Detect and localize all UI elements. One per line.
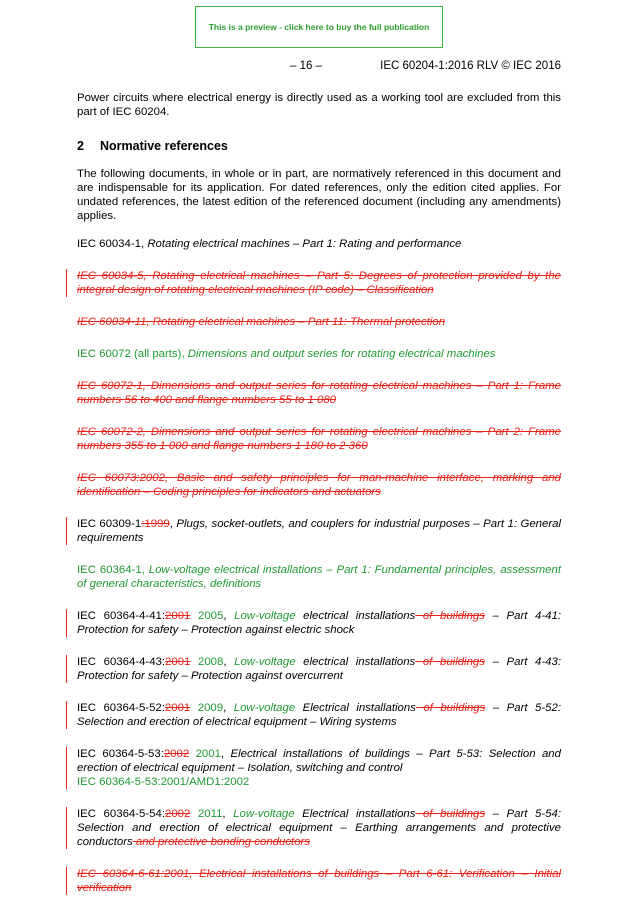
reference-iec-60072-1-deleted: IEC 60072-1, Dimensions and output series for rotating electrical machines – Part 1: Frame numbers 56 to 400 and flange numbers 55 to 1 080 [77,380,561,406]
reference-iec-60034-5-deleted: IEC 60034-5, Rotating electrical machines – Part 5: Degrees of protection provided by the integral design of rotating electrical machines (IP code) – Classification [77,269,561,297]
change-bar [66,517,67,545]
section-paragraph: The following documents, in whole or in part, are normatively referenced in this document and are indispensable for its application. For dated references, only the edition cited applies. For undated references, the latest edition of the referenced document (including any amendments) applies. [77,168,561,222]
section-number: 2 [77,139,84,153]
change-bar [66,655,67,683]
change-bar [66,747,67,789]
reference-iec-60072-inserted: IEC 60072 (all parts), Dimensions and output series for rotating electrical machines [77,348,496,360]
reference-iec-60073-deleted: IEC 60073:2002, Basic and safety principles for man-machine interface, marking and identification – Coding principles for indicators and actuators [77,472,561,498]
reference-iec-60034-11-deleted: IEC 60034-11, Rotating electrical machines – Part 11: Thermal protection [77,316,446,328]
change-bar [66,269,67,297]
reference-iec-60364-5-52: IEC 60364-5-52:2001 2009, Low-voltage Electrical installations of buildings – Part 5-52: Selection and erection of electrical equipment – Wiring systems [77,701,561,729]
reference-iec-60364-4-41: IEC 60364-4-41:2001 2005, Low-voltage electrical installations of buildings – Part 4-41: Protection for safety – Protection against electric shock [77,609,561,637]
change-bar [66,609,67,637]
reference-iec-60364-5-53: IEC 60364-5-53:2002 2001, Electrical installations of buildings – Part 5-53: Selection and erection of electrical equipment – Isolation, switching and control IEC 60364-5-53:2001/AMD1:2002 [77,747,561,789]
reference-iec-60072-2-deleted: IEC 60072-2, Dimensions and output series for rotating electrical machines – Part 2: Frame numbers 355 to 1 000 and flange numbers 1 180 to 2 360 [77,426,561,452]
page-header [290,60,561,72]
reference-iec-60364-1-inserted: IEC 60364-1, Low-voltage electrical installations – Part 1: Fundamental principles, assessment of general characteristics, definitions [77,564,561,590]
change-bar [66,867,67,895]
document-body [77,91,561,895]
amendment-reference: IEC 60364-5-53:2001/AMD1:2002 [77,776,250,788]
reference-iec-60364-6-61-deleted: IEC 60364-6-61:2001, Electrical installations of buildings – Part 6-61: Verification – Initial verification [77,867,561,895]
page-number: – 16 – [290,60,322,72]
reference-iec-60364-4-43: IEC 60364-4-43:2001 2008, Low-voltage electrical installations of buildings – Part 4-43: Protection for safety – Protection against overcurrent [77,655,561,683]
reference-iec-60309-1: IEC 60309-1:1999, Plugs, socket-outlets, and couplers for industrial purposes – Part 1: General requirements [77,517,561,545]
reference-iec-60364-5-54: IEC 60364-5-54:2002 2011, Low-voltage Electrical installations of buildings – Part 5-54: Selection and erection of electrical equipment – Earthing arrangements and protective conductors and protective bonding conductors [77,807,561,849]
section-heading [77,139,561,153]
change-bar [66,701,67,729]
intro-paragraph: Power circuits where electrical energy is directly used as a working tool are excluded from this part of IEC 60204. [77,92,561,118]
section-title: Normative references [100,139,228,153]
change-bar [66,807,67,849]
buy-publication-banner[interactable]: This is a preview - click here to buy the full publication [195,6,443,48]
reference-iec-60034-1: IEC 60034-1, Rotating electrical machines – Part 1: Rating and performance [77,238,462,250]
document-id: IEC 60204-1:2016 RLV © IEC 2016 [380,60,561,72]
